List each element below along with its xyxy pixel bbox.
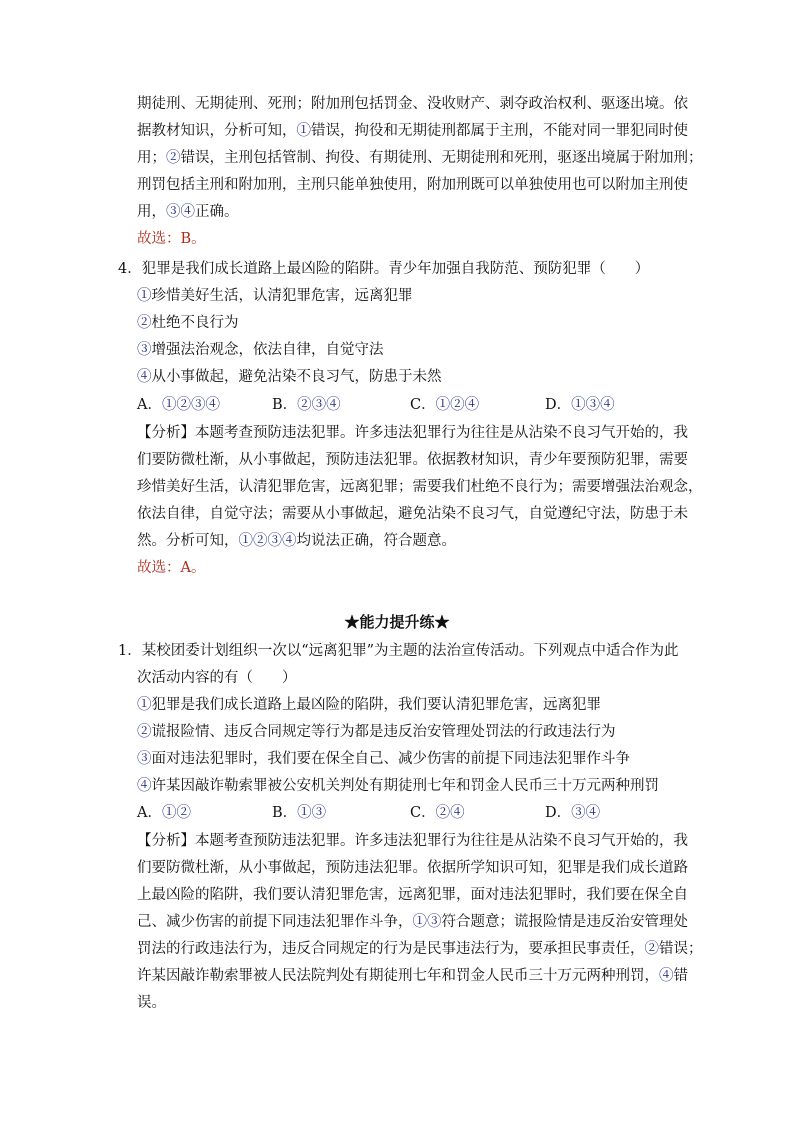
option-item: ②杜绝不良行为 (137, 315, 239, 331)
answer: 故选：A。 (137, 560, 206, 576)
analysis-line: 误。 (137, 995, 166, 1011)
option-item: ④许某因敲诈勒索罪被公安机关判处有期徒刑七年和罚金人民币三十万元两种刑罚 (137, 778, 659, 794)
analysis-line: 们要防微杜渐，从小事做起，预防违法犯罪。依据所学知识可知，犯罪是我们成长道路 (137, 860, 688, 876)
prev-analysis-line: 用，③④正确。 (137, 204, 239, 220)
choice-a: A．①②③④ (137, 397, 220, 413)
option-item: ③增强法治观念，依法自律，自觉守法 (137, 342, 384, 358)
option-item: ④从小事做起，避免沾染不良习气，防患于未然 (137, 369, 442, 385)
analysis-line: 罚法的行政违法行为，违反合同规定的行为是民事违法行为，要承担民事责任，②错误； (137, 941, 703, 957)
option-item: ①珍惜美好生活，认清犯罪危害，远离犯罪 (137, 288, 413, 304)
analysis-line: 【分析】本题考查预防违法犯罪。许多违法犯罪行为往往是从沾染不良习气开始的，我 (137, 425, 688, 441)
question-stem: 4．犯罪是我们成长道路上最凶险的陷阱。青少年加强自我防范、预防犯罪（ ） (118, 261, 650, 277)
choice-b: B．②③④ (272, 397, 341, 413)
analysis-line: 【分析】本题考查预防违法犯罪。许多违法犯罪行为往往是从沾染不良习气开始的，我 (137, 833, 688, 849)
prev-analysis-line: 据教材知识，分析可知，①错误，拘役和无期徒刑都属于主刑，不能对同一罪犯同时使 (137, 123, 688, 139)
prev-analysis-line: 刑罚包括主刑和附加刑，主刑只能单独使用，附加刑既可以单独使用也可以附加主刑使 (137, 177, 688, 193)
choice-a: A．①② (137, 805, 191, 821)
analysis-line: 许某因敲诈勒索罪被人民法院判处有期徒刑七年和罚金人民币三十万元两种刑罚，④错 (137, 968, 688, 984)
analysis-line: 然。分析可知，①②③④均说法正确，符合题意。 (137, 533, 456, 549)
prev-answer: 故选：B。 (137, 231, 206, 247)
option-item: ③面对违法犯罪时，我们要在保全自己、减少伤害的前提下同违法犯罪作斗争 (137, 751, 630, 767)
analysis-line: 己、减少伤害的前提下同违法犯罪作斗争，①③符合题意；谎报险情是违反治安管理处 (137, 914, 688, 930)
prev-analysis-line: 用；②错误，主刑包括管制、拘役、有期徒刑、无期徒刑和死刑，驱逐出境属于附加刑； (137, 150, 703, 166)
option-item: ①犯罪是我们成长道路上最凶险的陷阱，我们要认清犯罪危害，远离犯罪 (137, 697, 601, 713)
choice-d: D．①③④ (545, 397, 615, 413)
analysis-line: 上最凶险的陷阱，我们要认清犯罪危害，远离犯罪，面对违法犯罪时，我们要在保全自 (137, 887, 688, 903)
section-title: ★能力提升练★ (344, 613, 450, 631)
choice-c: C．②④ (410, 805, 465, 821)
choice-b: B．①③ (272, 805, 327, 821)
choice-c: C．①②④ (410, 397, 480, 413)
analysis-line: 珍惜美好生活，认清犯罪危害，远离犯罪；需要我们杜绝不良行为；需要增强法治观念， (137, 479, 703, 495)
question-stem: 次活动内容的有（ ） (137, 670, 297, 686)
question-stem: 1．某校团委计划组织一次以“远离犯罪”为主题的法治宣传活动。下列观点中适合作为此 (118, 643, 679, 659)
choice-d: D．③④ (545, 805, 601, 821)
prev-analysis-line: 期徒刑、无期徒刑、死刑；附加刑包括罚金、没收财产、剥夺政治权利、驱逐出境。依 (137, 96, 688, 112)
analysis-line: 依法自律，自觉守法；需要从小事做起，避免沾染不良习气，自觉遵纪守法，防患于未 (137, 506, 688, 522)
analysis-line: 们要防微杜渐，从小事做起，预防违法犯罪。依据教材知识，青少年要预防犯罪，需要 (137, 452, 688, 468)
option-item: ②谎报险情、违反合同规定等行为都是违反治安管理处罚法的行政违法行为 (137, 724, 616, 740)
